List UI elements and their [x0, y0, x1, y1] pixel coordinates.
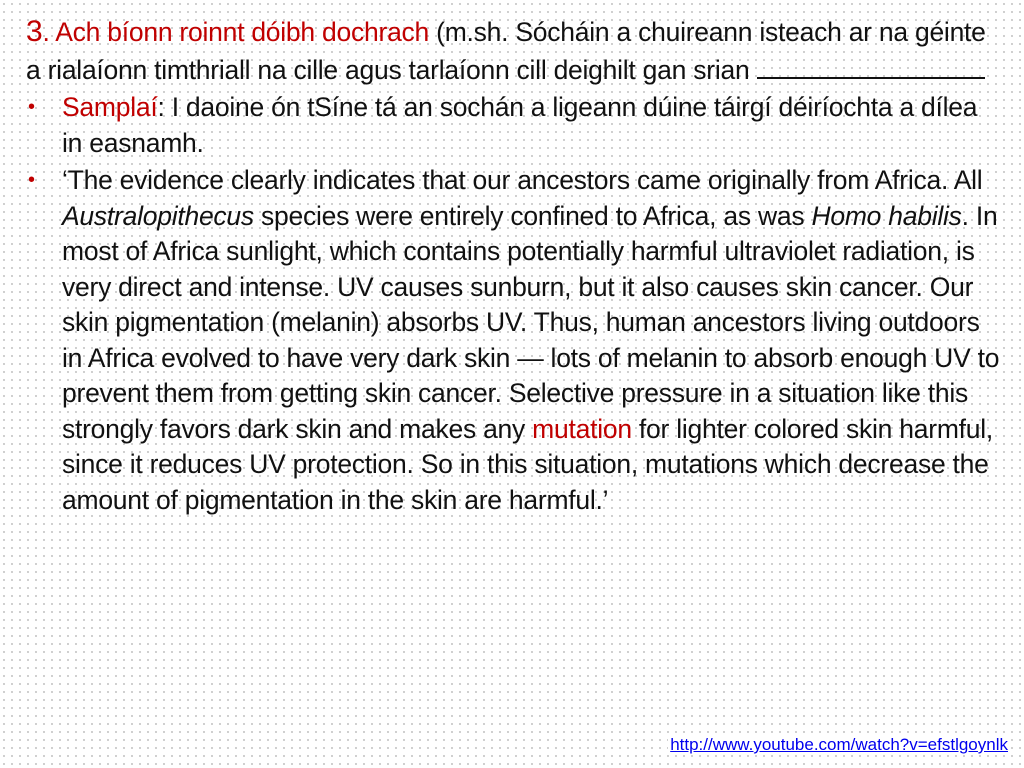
heading-text: (m.sh. Sócháin a chuireann isteach ar na géinte a rialaíonn timthriall na cille agus tarlaíonn cill deighilt gan srian: [26, 17, 986, 85]
bullet-item-examples: [26, 90, 1001, 161]
quote-highlight-mutation: mutation: [532, 413, 632, 444]
youtube-link[interactable]: http://www.youtube.com/watch?v=efstlgoynlk: [670, 735, 1008, 754]
quote-italic-australopithecus: Australopithecus: [62, 200, 254, 231]
examples-label: Samplaí: [62, 92, 158, 122]
heading-dot: .: [42, 17, 50, 47]
bullet-item-quote: [26, 163, 1001, 518]
quote-text-3: . In most of Africa sunlight, which contains potentially harmful ultraviolet radiation, is very direct and intense. UV causes sunburn, but it also causes skin cancer. Our skin pigmentation (melanin) absorbs UV. Thus, human ancestors living outdoors in Africa evolved to have very dark skin — lots of melanin to absorb enough UV to prevent them from getting skin cancer. Selective pressure in a situation like this strongly favors dark skin and makes any: [62, 200, 1000, 444]
bullet-list: [26, 90, 1001, 518]
heading-number: 3: [26, 15, 43, 48]
quote-text-4: for lighter colored skin harmful, since it reduces UV protection. So in this situation, mutations which decrease the amount of pigmentation in the skin are harmful.’: [62, 413, 993, 515]
quote-text-2: species were entirely confined to Africa, as was: [253, 200, 812, 231]
quote-italic-homo-habilis: Homo habilis: [811, 200, 962, 231]
heading-title: Ach bíonn roinnt dóibh dochrach: [55, 17, 430, 47]
quote-text-1: ‘The evidence clearly indicates that our ancestors came originally from Africa. All: [62, 165, 983, 195]
heading-paragraph: [26, 14, 1001, 88]
bullet-icon: •: [28, 96, 35, 118]
examples-text: : I daoine ón tSíne tá an sochán a ligeann dúine táirgí déiríochta a dílea in easnamh.: [62, 92, 978, 158]
fill-in-blank: [757, 51, 985, 79]
slide-content: [26, 14, 1001, 518]
bullet-icon: •: [28, 169, 35, 191]
